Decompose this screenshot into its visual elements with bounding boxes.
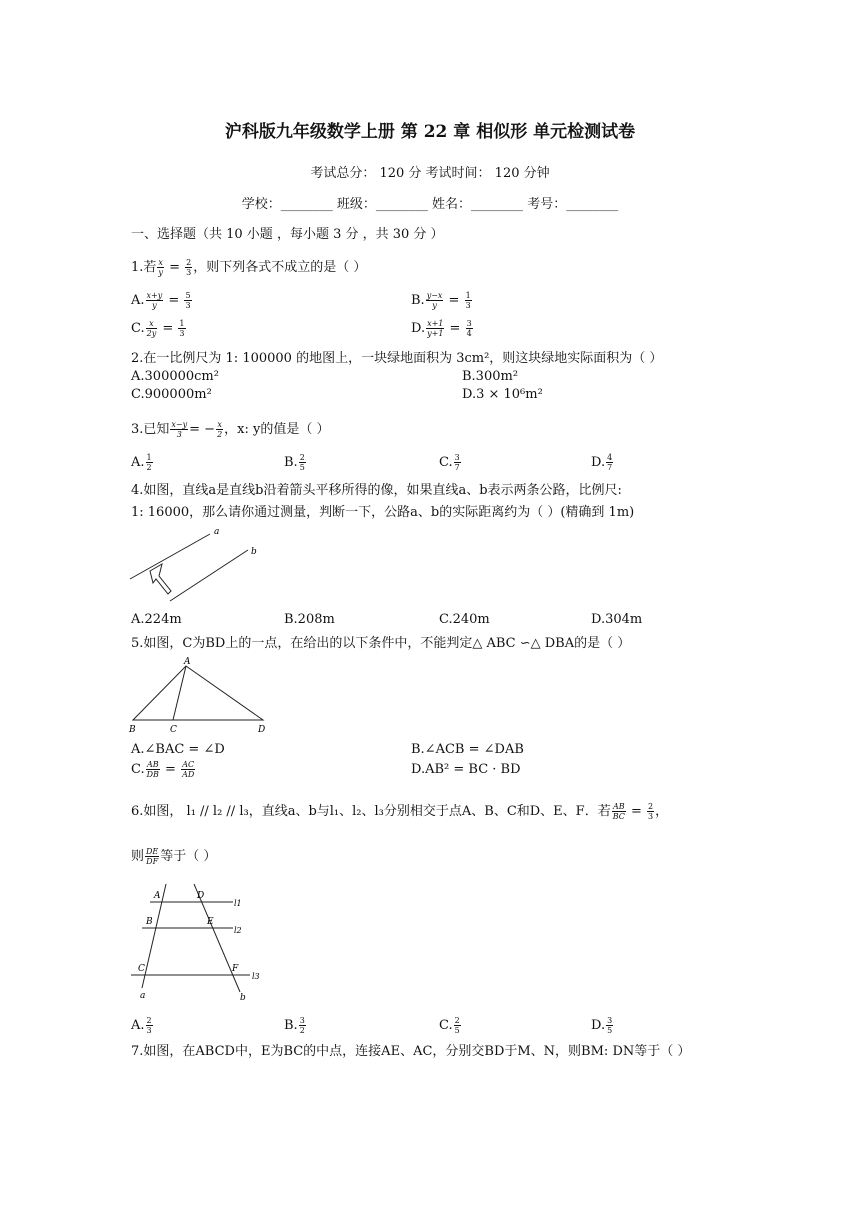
q1-option-c[interactable]: C. $\frac{x}{2y}$ = $\frac{1}{3}$ [131,319,185,338]
label-b: b [251,547,257,557]
q2-option-d[interactable]: D.3 × 10⁶m² [462,387,543,402]
q1-option-b[interactable]: B. $\frac{y-x}{y}$ = $\frac{1}{3}$ [411,291,471,310]
arrow-icon [150,564,171,594]
label-B: B [146,917,153,927]
q5-option-a[interactable]: A.∠BAC = ∠D [131,742,225,757]
question-3: 3.已知 $\frac{x-y}{3}$ = − $\frac{x}{2}$ ，x: y的值是（ ） [131,420,330,439]
q6-option-b[interactable]: B. $\frac{3}{2}$ [284,1016,305,1035]
q6-figure [128,880,273,1005]
segment-ac [173,666,186,720]
question-1: 1.若 $\frac{x}{y}$ = $\frac{2}{3}$ ，则下列各式不成立的是（ ） [131,258,367,277]
label-F: F [232,964,239,974]
label-D: D [197,891,205,901]
q1-option-d[interactable]: D. $\frac{x+1}{y+1}$ = $\frac{3}{4}$ [411,319,472,338]
q4-figure [128,524,268,604]
line-b [170,550,248,601]
question-7: 7.如图，在ABCD中，E为BC的中点，连接AE、AC，分别交BD于M、N，则BM: DN等于（ ） [131,1044,691,1059]
q4-option-a[interactable]: A.224m [131,612,182,627]
question-5: 5.如图，C为BD上的一点，在给出的以下条件中，不能判定△ ABC ∽△ DBA的是（ ） [131,636,631,651]
q4-option-c[interactable]: C.240m [439,612,490,627]
question-2: 2.在一比例尺为 1: 100000 的地图上，一块绿地面积为 3cm²，则这块绿地实际面积为（ ） [131,351,663,366]
q2-option-b[interactable]: B.300m² [462,369,519,384]
question-6-line-2: 则 $\frac{DE}{DF}$ 等于（ ） [131,847,217,866]
label-A: A [184,657,191,667]
section-heading: 一、选择题（共 10 小题 ，每小题 3 分 ，共 30 分 ） [131,227,444,242]
q5-option-c[interactable]: C. $\frac{AB}{DB}$ = $\frac{AC}{AD}$ [131,760,195,779]
q3-option-d[interactable]: D. $\frac{4}{7}$ [591,453,613,472]
label-D: D [258,725,266,735]
q2-option-c[interactable]: C.900000m² [131,387,212,402]
student-info-line: 学校：________ 班级：________ 姓名：________ 考号：________ [241,197,619,212]
q1-option-a[interactable]: A. $\frac{x+y}{y}$ = $\frac{5}{3}$ [131,291,191,310]
q4-option-d[interactable]: D.304m [591,612,643,627]
q6-option-c[interactable]: C. $\frac{2}{5}$ [439,1016,460,1035]
label-l3: l3 [252,972,260,981]
label-B: B [129,725,136,735]
label-A: A [154,891,161,901]
q4-option-b[interactable]: B.208m [284,612,335,627]
label-E: E [207,917,214,927]
q5-option-d[interactable]: D.AB² = BC · BD [411,762,521,777]
label-a: a [140,991,146,1001]
q5-option-b[interactable]: B.∠ACB = ∠DAB [411,742,524,757]
question-4-line-1: 4.如图，直线a是直线b沿着箭头平移所得的像，如果直线a、b表示两条公路，比例尺: [131,483,622,498]
label-l1: l1 [234,899,242,908]
q5-figure [128,654,273,736]
q3-option-c[interactable]: C. $\frac{3}{7}$ [439,453,460,472]
question-6-line-1: 6.如图， l₁ // l₂ // l₃，直线a、b与l₁、l₂、l₃分别相交于点A、B、C和D、E、F．若 $\frac{AB}{BC}$ = $\frac{2}{3}$ ， [131,802,669,821]
line-a [130,534,210,579]
triangle-abd [133,666,263,720]
label-C: C [170,725,177,735]
label-C: C [138,964,145,974]
page-title: 沪科版九年级数学上册 第 22 章 相似形 单元检测试卷 [224,122,636,142]
q3-option-b[interactable]: B. $\frac{2}{5}$ [284,453,305,472]
label-l2: l2 [234,926,242,935]
q3-option-a[interactable]: A. $\frac{1}{2}$ [131,453,152,472]
q6-option-a[interactable]: A. $\frac{2}{3}$ [131,1016,152,1035]
q6-option-d[interactable]: D. $\frac{3}{5}$ [591,1016,613,1035]
label-b: b [240,993,246,1003]
question-4-line-2: 1: 16000，那么请你通过测量，判断一下，公路a、b的实际距离约为（ ）(精确到 1m) [131,505,635,520]
exam-info: 考试总分： 120 分 考试时间： 120 分钟 [310,166,550,181]
q2-option-a[interactable]: A.300000cm² [131,369,219,384]
label-a: a [214,527,220,537]
